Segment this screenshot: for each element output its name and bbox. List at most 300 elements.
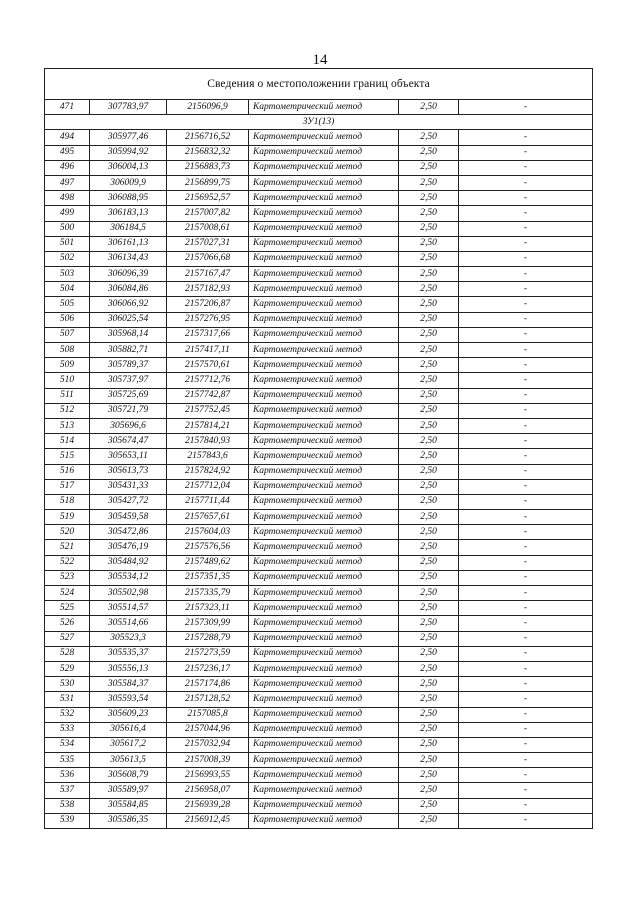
- method-cell: Картометрический метод: [249, 221, 399, 236]
- accuracy-cell: 2,50: [399, 692, 459, 707]
- table-row: [45, 722, 593, 737]
- table-row: [45, 586, 593, 601]
- method-cell: Картометрический метод: [249, 616, 399, 631]
- accuracy-cell: 2,50: [399, 358, 459, 373]
- coord-x-cell: 306161,13: [90, 236, 167, 251]
- coord-x-cell: 305431,33: [90, 479, 167, 494]
- point-number-cell: 503: [45, 267, 90, 282]
- method-cell: Картометрический метод: [249, 692, 399, 707]
- coord-x-cell: 305514,66: [90, 616, 167, 631]
- method-cell: Картометрический метод: [249, 312, 399, 327]
- point-number-cell: 520: [45, 525, 90, 540]
- coord-x-cell: 306134,43: [90, 251, 167, 266]
- accuracy-cell: 2,50: [399, 601, 459, 616]
- coord-x-cell: 305725,69: [90, 388, 167, 403]
- point-number-cell: 527: [45, 631, 90, 646]
- table-row: [45, 388, 593, 403]
- accuracy-cell: 2,50: [399, 616, 459, 631]
- accuracy-cell: 2,50: [399, 236, 459, 251]
- point-number-cell: 539: [45, 813, 90, 828]
- method-cell: Картометрический метод: [249, 464, 399, 479]
- note-cell: -: [459, 768, 593, 783]
- note-cell: -: [459, 753, 593, 768]
- coord-x-cell: 305484,92: [90, 555, 167, 570]
- note-cell: -: [459, 707, 593, 722]
- method-cell: Картометрический метод: [249, 297, 399, 312]
- note-cell: -: [459, 312, 593, 327]
- coord-y-cell: 2157570,61: [167, 358, 249, 373]
- note-cell: -: [459, 510, 593, 525]
- coord-y-cell: 2157712,04: [167, 479, 249, 494]
- point-number-cell: 497: [45, 175, 90, 190]
- point-number-cell: 510: [45, 373, 90, 388]
- method-cell: Картометрический метод: [249, 358, 399, 373]
- accuracy-cell: 2,50: [399, 753, 459, 768]
- method-cell: Картометрический метод: [249, 555, 399, 570]
- note-cell: -: [459, 145, 593, 160]
- method-cell: Картометрический метод: [249, 722, 399, 737]
- coord-y-cell: 2157032,94: [167, 737, 249, 752]
- method-cell: Картометрический метод: [249, 646, 399, 661]
- coord-x-cell: 306096,39: [90, 267, 167, 282]
- method-cell: Картометрический метод: [249, 677, 399, 692]
- note-cell: -: [459, 282, 593, 297]
- table-row: [45, 100, 593, 115]
- coord-y-cell: 2156096,9: [167, 100, 249, 115]
- coord-x-cell: 305556,13: [90, 661, 167, 676]
- table-row: [45, 677, 593, 692]
- coord-y-cell: 2157236,17: [167, 661, 249, 676]
- note-cell: -: [459, 267, 593, 282]
- coord-x-cell: 305968,14: [90, 327, 167, 342]
- table-row: [45, 343, 593, 358]
- method-cell: Картометрический метод: [249, 373, 399, 388]
- coord-y-cell: 2157323,11: [167, 601, 249, 616]
- method-cell: Картометрический метод: [249, 388, 399, 403]
- accuracy-cell: 2,50: [399, 282, 459, 297]
- point-number-cell: 531: [45, 692, 90, 707]
- table-row: [45, 449, 593, 464]
- accuracy-cell: 2,50: [399, 631, 459, 646]
- accuracy-cell: 2,50: [399, 373, 459, 388]
- coord-y-cell: 2157309,99: [167, 616, 249, 631]
- coord-y-cell: 2156716,52: [167, 130, 249, 145]
- note-cell: -: [459, 160, 593, 175]
- note-cell: -: [459, 813, 593, 828]
- coord-x-cell: 306066,92: [90, 297, 167, 312]
- accuracy-cell: 2,50: [399, 677, 459, 692]
- accuracy-cell: 2,50: [399, 251, 459, 266]
- table-row: [45, 206, 593, 221]
- point-number-cell: 519: [45, 510, 90, 525]
- method-cell: Картометрический метод: [249, 525, 399, 540]
- point-number-cell: 530: [45, 677, 90, 692]
- point-number-cell: 502: [45, 251, 90, 266]
- accuracy-cell: 2,50: [399, 403, 459, 418]
- point-number-cell: 514: [45, 434, 90, 449]
- accuracy-cell: 2,50: [399, 479, 459, 494]
- method-cell: Картометрический метод: [249, 510, 399, 525]
- accuracy-cell: 2,50: [399, 707, 459, 722]
- point-number-cell: 538: [45, 798, 90, 813]
- point-number-cell: 511: [45, 388, 90, 403]
- section-label: ЗУ1(13): [45, 115, 593, 130]
- method-cell: Картометрический метод: [249, 130, 399, 145]
- point-number-cell: 516: [45, 464, 90, 479]
- coord-x-cell: 305502,98: [90, 586, 167, 601]
- accuracy-cell: 2,50: [399, 267, 459, 282]
- point-number-cell: 495: [45, 145, 90, 160]
- table-row: [45, 494, 593, 509]
- boundary-coordinates-table: [44, 68, 593, 829]
- note-cell: -: [459, 418, 593, 433]
- coord-y-cell: 2157824,92: [167, 464, 249, 479]
- note-cell: -: [459, 586, 593, 601]
- point-number-cell: 494: [45, 130, 90, 145]
- note-cell: -: [459, 191, 593, 206]
- accuracy-cell: 2,50: [399, 510, 459, 525]
- accuracy-cell: 2,50: [399, 327, 459, 342]
- coord-y-cell: 2157840,93: [167, 434, 249, 449]
- accuracy-cell: 2,50: [399, 100, 459, 115]
- method-cell: Картометрический метод: [249, 768, 399, 783]
- note-cell: -: [459, 388, 593, 403]
- table-row: [45, 267, 593, 282]
- coord-y-cell: 2157351,35: [167, 570, 249, 585]
- point-number-cell: 499: [45, 206, 90, 221]
- coord-y-cell: 2157128,52: [167, 692, 249, 707]
- point-number-cell: 496: [45, 160, 90, 175]
- note-cell: -: [459, 464, 593, 479]
- table-row: [45, 525, 593, 540]
- coord-y-cell: 2157276,95: [167, 312, 249, 327]
- method-cell: Картометрический метод: [249, 403, 399, 418]
- note-cell: -: [459, 403, 593, 418]
- coord-x-cell: 306088,95: [90, 191, 167, 206]
- method-cell: Картометрический метод: [249, 661, 399, 676]
- coord-x-cell: 306025,54: [90, 312, 167, 327]
- note-cell: -: [459, 737, 593, 752]
- table-row: [45, 479, 593, 494]
- coord-x-cell: 305613,5: [90, 753, 167, 768]
- coord-x-cell: 306009,9: [90, 175, 167, 190]
- coord-y-cell: 2157752,45: [167, 403, 249, 418]
- table-row: [45, 798, 593, 813]
- coord-y-cell: 2157712,76: [167, 373, 249, 388]
- point-number-cell: 521: [45, 540, 90, 555]
- coord-x-cell: 305523,3: [90, 631, 167, 646]
- point-number-cell: 522: [45, 555, 90, 570]
- table-row: [45, 464, 593, 479]
- table-row: [45, 297, 593, 312]
- point-number-cell: 512: [45, 403, 90, 418]
- note-cell: -: [459, 358, 593, 373]
- coord-y-cell: 2156993,55: [167, 768, 249, 783]
- method-cell: Картометрический метод: [249, 813, 399, 828]
- method-cell: Картометрический метод: [249, 343, 399, 358]
- coord-y-cell: 2157417,11: [167, 343, 249, 358]
- point-number-cell: 507: [45, 327, 90, 342]
- note-cell: -: [459, 601, 593, 616]
- note-cell: -: [459, 646, 593, 661]
- point-number-cell: 536: [45, 768, 90, 783]
- method-cell: Картометрический метод: [249, 586, 399, 601]
- method-cell: Картометрический метод: [249, 707, 399, 722]
- coord-y-cell: 2157182,93: [167, 282, 249, 297]
- coord-x-cell: 306184,5: [90, 221, 167, 236]
- coord-y-cell: 2157206,87: [167, 297, 249, 312]
- point-number-cell: 500: [45, 221, 90, 236]
- method-cell: Картометрический метод: [249, 798, 399, 813]
- point-number-cell: 526: [45, 616, 90, 631]
- coord-y-cell: 2157007,82: [167, 206, 249, 221]
- coord-x-cell: 306084,86: [90, 282, 167, 297]
- coord-x-cell: 305427,72: [90, 494, 167, 509]
- method-cell: Картометрический метод: [249, 191, 399, 206]
- note-cell: -: [459, 798, 593, 813]
- note-cell: -: [459, 783, 593, 798]
- coord-y-cell: 2157008,61: [167, 221, 249, 236]
- table-body: [45, 69, 593, 829]
- accuracy-cell: 2,50: [399, 312, 459, 327]
- coord-x-cell: 305994,92: [90, 145, 167, 160]
- coord-x-cell: 305613,73: [90, 464, 167, 479]
- accuracy-cell: 2,50: [399, 540, 459, 555]
- table-row: [45, 434, 593, 449]
- coord-y-cell: 2157657,61: [167, 510, 249, 525]
- method-cell: Картометрический метод: [249, 479, 399, 494]
- table-row: [45, 130, 593, 145]
- point-number-cell: 518: [45, 494, 90, 509]
- coord-y-cell: 2156952,57: [167, 191, 249, 206]
- accuracy-cell: 2,50: [399, 343, 459, 358]
- method-cell: Картометрический метод: [249, 160, 399, 175]
- note-cell: -: [459, 434, 593, 449]
- table-row: [45, 191, 593, 206]
- coord-y-cell: 2157317,66: [167, 327, 249, 342]
- method-cell: Картометрический метод: [249, 783, 399, 798]
- accuracy-cell: 2,50: [399, 449, 459, 464]
- note-cell: -: [459, 722, 593, 737]
- coord-x-cell: 305459,58: [90, 510, 167, 525]
- method-cell: Картометрический метод: [249, 449, 399, 464]
- accuracy-cell: 2,50: [399, 221, 459, 236]
- point-number-cell: 515: [45, 449, 90, 464]
- accuracy-cell: 2,50: [399, 388, 459, 403]
- coord-x-cell: 305584,37: [90, 677, 167, 692]
- table-row: [45, 312, 593, 327]
- note-cell: -: [459, 570, 593, 585]
- method-cell: Картометрический метод: [249, 434, 399, 449]
- note-cell: -: [459, 631, 593, 646]
- accuracy-cell: 2,50: [399, 737, 459, 752]
- coord-x-cell: 305586,35: [90, 813, 167, 828]
- note-cell: -: [459, 677, 593, 692]
- coord-y-cell: 2157174,86: [167, 677, 249, 692]
- coord-y-cell: 2157085,8: [167, 707, 249, 722]
- coord-x-cell: 305514,57: [90, 601, 167, 616]
- table-row: [45, 616, 593, 631]
- method-cell: Картометрический метод: [249, 100, 399, 115]
- coord-x-cell: 305472,86: [90, 525, 167, 540]
- table-row: [45, 145, 593, 160]
- note-cell: -: [459, 221, 593, 236]
- point-number-cell: 513: [45, 418, 90, 433]
- coord-x-cell: 305721,79: [90, 403, 167, 418]
- method-cell: Картометрический метод: [249, 267, 399, 282]
- point-number-cell: 501: [45, 236, 90, 251]
- point-number-cell: 505: [45, 297, 90, 312]
- accuracy-cell: 2,50: [399, 661, 459, 676]
- table-title-row: [45, 69, 593, 100]
- coord-y-cell: 2157335,79: [167, 586, 249, 601]
- accuracy-cell: 2,50: [399, 145, 459, 160]
- table-row: [45, 510, 593, 525]
- table-row: [45, 175, 593, 190]
- point-number-cell: 529: [45, 661, 90, 676]
- coord-y-cell: 2157066,68: [167, 251, 249, 266]
- accuracy-cell: 2,50: [399, 130, 459, 145]
- coord-y-cell: 2157711,44: [167, 494, 249, 509]
- method-cell: Картометрический метод: [249, 206, 399, 221]
- accuracy-cell: 2,50: [399, 586, 459, 601]
- coord-x-cell: 305534,12: [90, 570, 167, 585]
- table-row: [45, 327, 593, 342]
- coord-y-cell: 2157027,31: [167, 236, 249, 251]
- point-number-cell: 506: [45, 312, 90, 327]
- method-cell: Картометрический метод: [249, 601, 399, 616]
- note-cell: -: [459, 175, 593, 190]
- accuracy-cell: 2,50: [399, 525, 459, 540]
- table-row: [45, 692, 593, 707]
- point-number-cell: 524: [45, 586, 90, 601]
- method-cell: Картометрический метод: [249, 753, 399, 768]
- table-row: [45, 282, 593, 297]
- method-cell: Картометрический метод: [249, 236, 399, 251]
- table-row: [45, 160, 593, 175]
- note-cell: -: [459, 616, 593, 631]
- coord-y-cell: 2157742,87: [167, 388, 249, 403]
- coord-x-cell: 305616,4: [90, 722, 167, 737]
- coord-x-cell: 305737,97: [90, 373, 167, 388]
- note-cell: -: [459, 692, 593, 707]
- table-row: [45, 418, 593, 433]
- coord-y-cell: 2157044,96: [167, 722, 249, 737]
- point-number-cell: 535: [45, 753, 90, 768]
- note-cell: -: [459, 494, 593, 509]
- coord-x-cell: 305674,47: [90, 434, 167, 449]
- point-number-cell: 508: [45, 343, 90, 358]
- accuracy-cell: 2,50: [399, 494, 459, 509]
- table-row: [45, 601, 593, 616]
- point-number-cell: 525: [45, 601, 90, 616]
- point-number-cell: 498: [45, 191, 90, 206]
- note-cell: -: [459, 343, 593, 358]
- table-row: [45, 783, 593, 798]
- point-number-cell: 504: [45, 282, 90, 297]
- coord-x-cell: 305653,11: [90, 449, 167, 464]
- note-cell: -: [459, 661, 593, 676]
- method-cell: Картометрический метод: [249, 251, 399, 266]
- method-cell: Картометрический метод: [249, 494, 399, 509]
- method-cell: Картометрический метод: [249, 175, 399, 190]
- accuracy-cell: 2,50: [399, 191, 459, 206]
- method-cell: Картометрический метод: [249, 737, 399, 752]
- method-cell: Картометрический метод: [249, 282, 399, 297]
- method-cell: Картометрический метод: [249, 570, 399, 585]
- accuracy-cell: 2,50: [399, 206, 459, 221]
- coord-y-cell: 2157273,59: [167, 646, 249, 661]
- note-cell: -: [459, 540, 593, 555]
- coord-x-cell: 305535,37: [90, 646, 167, 661]
- coord-y-cell: 2157843,6: [167, 449, 249, 464]
- coord-x-cell: 306183,13: [90, 206, 167, 221]
- section-row: [45, 115, 593, 130]
- coord-y-cell: 2157576,56: [167, 540, 249, 555]
- point-number-cell: 537: [45, 783, 90, 798]
- accuracy-cell: 2,50: [399, 434, 459, 449]
- table-row: [45, 707, 593, 722]
- table-title: Сведения о местоположении границ объекта: [45, 69, 593, 100]
- accuracy-cell: 2,50: [399, 570, 459, 585]
- point-number-cell: 509: [45, 358, 90, 373]
- coord-y-cell: 2157008,39: [167, 753, 249, 768]
- note-cell: -: [459, 555, 593, 570]
- coord-x-cell: 305789,37: [90, 358, 167, 373]
- accuracy-cell: 2,50: [399, 768, 459, 783]
- note-cell: -: [459, 297, 593, 312]
- coord-x-cell: 305593,54: [90, 692, 167, 707]
- point-number-cell: 517: [45, 479, 90, 494]
- point-number-cell: 523: [45, 570, 90, 585]
- accuracy-cell: 2,50: [399, 813, 459, 828]
- table-row: [45, 221, 593, 236]
- coord-y-cell: 2156912,45: [167, 813, 249, 828]
- method-cell: Картометрический метод: [249, 327, 399, 342]
- coord-x-cell: 305589,97: [90, 783, 167, 798]
- coord-y-cell: 2156899,75: [167, 175, 249, 190]
- table-row: [45, 661, 593, 676]
- accuracy-cell: 2,50: [399, 646, 459, 661]
- coord-y-cell: 2157489,62: [167, 555, 249, 570]
- note-cell: -: [459, 100, 593, 115]
- point-number-cell: 532: [45, 707, 90, 722]
- note-cell: -: [459, 525, 593, 540]
- method-cell: Картометрический метод: [249, 631, 399, 646]
- point-number-cell: 528: [45, 646, 90, 661]
- accuracy-cell: 2,50: [399, 418, 459, 433]
- table-row: [45, 646, 593, 661]
- note-cell: -: [459, 449, 593, 464]
- note-cell: -: [459, 206, 593, 221]
- table-row: [45, 570, 593, 585]
- point-number-cell: 471: [45, 100, 90, 115]
- coord-y-cell: 2156832,32: [167, 145, 249, 160]
- method-cell: Картометрический метод: [249, 418, 399, 433]
- accuracy-cell: 2,50: [399, 555, 459, 570]
- page-number: 14: [312, 52, 328, 68]
- coord-x-cell: 305617,2: [90, 737, 167, 752]
- table-row: [45, 737, 593, 752]
- coord-y-cell: 2156883,73: [167, 160, 249, 175]
- coord-x-cell: 305882,71: [90, 343, 167, 358]
- table-row: [45, 753, 593, 768]
- coord-y-cell: 2156958,07: [167, 783, 249, 798]
- table-row: [45, 358, 593, 373]
- coord-x-cell: 305609,23: [90, 707, 167, 722]
- coord-x-cell: 305476,19: [90, 540, 167, 555]
- note-cell: -: [459, 251, 593, 266]
